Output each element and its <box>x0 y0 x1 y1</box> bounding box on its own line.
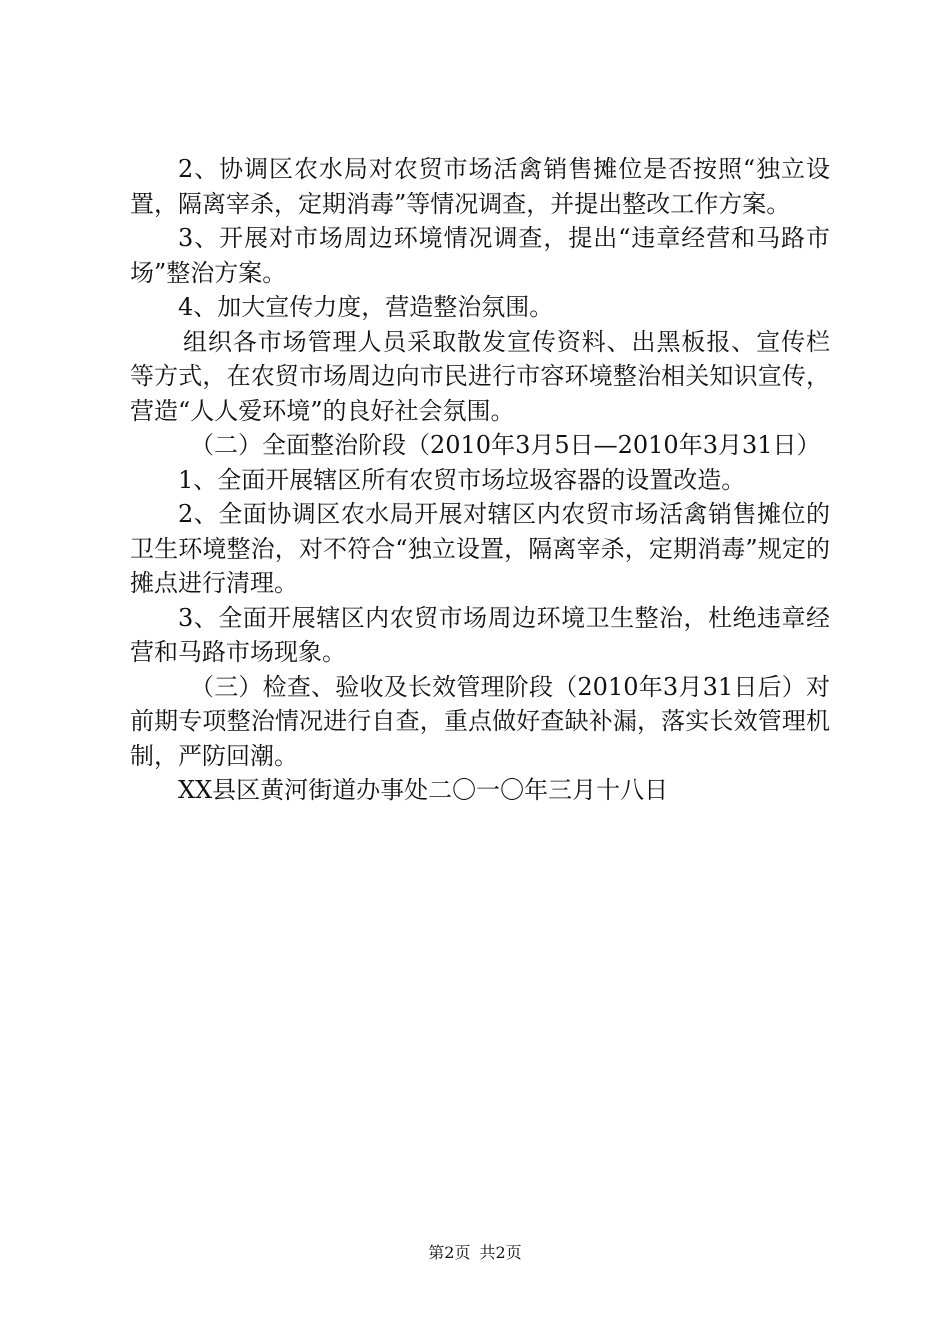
section-heading-full-rectification: （二）全面整治阶段（2010年3月5日—2010年3月31日） <box>190 431 821 459</box>
paragraph-item-2-coordinate-survey: 2、协调区农水局对农贸市场活禽销售摊位是否按照“独立设置，隔离宰杀，定期消毒”等情况调查，并提出整改工作方案。 <box>130 155 830 218</box>
document-signature-date: XX县区黄河街道办事处二〇一〇年三月十八日 <box>178 776 669 804</box>
paragraph-publicity-detail: 组织各市场管理人员采取散发宣传资料、出黑板报、宣传栏等方式，在农贸市场周边向市民进行市容环境整治相关知识宣传，营造“人人爱环境”的良好社会氛围。 <box>130 327 830 425</box>
paragraph-rectify-item-1: 1、全面开展辖区所有农贸市场垃圾容器的设置改造。 <box>178 465 746 494</box>
paragraph-rectify-item-2: 2、全面协调区农水局开展对辖区内农贸市场活禽销售摊位的卫生环境整治，对不符合“独立设置，隔离宰杀，定期消毒”规定的摊点进行清理。 <box>130 500 830 597</box>
document-body <box>130 152 830 808</box>
page-number: 第2页 <box>428 1243 471 1262</box>
section-heading-inspection-acceptance: （三）检查、验收及长效管理阶段（2010年3月31日后）对前期专项整治情况进行自查，重点做好查缺补漏，落实长效管理机制，严防回潮。 <box>130 672 830 770</box>
page-footer <box>0 1243 950 1263</box>
paragraph-item-4-publicity: 4、加大宣传力度，营造整治氛围。 <box>178 293 554 321</box>
paragraph-item-3-surroundings-survey: 3、开展对市场周边环境情况调查，提出“违章经营和马路市场”整治方案。 <box>130 224 830 287</box>
page-total: 共2页 <box>479 1243 522 1262</box>
paragraph-rectify-item-3: 3、全面开展辖区内农贸市场周边环境卫生整治，杜绝违章经营和马路市场现象。 <box>130 603 830 666</box>
